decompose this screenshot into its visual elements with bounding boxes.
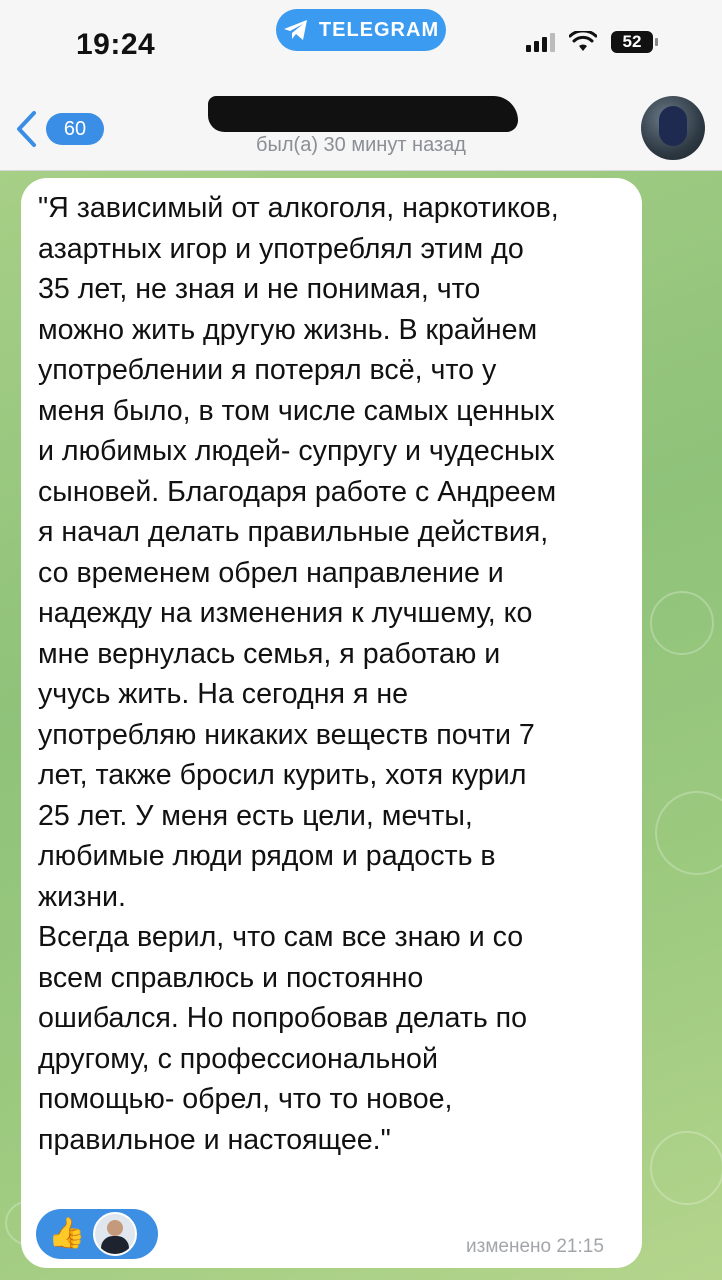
reaction-chip[interactable]: [36, 1209, 158, 1259]
thumbs-up-icon: 👍: [48, 1217, 86, 1250]
top-bar: [0, 0, 722, 171]
wifi-icon: [569, 31, 597, 53]
contact-avatar[interactable]: [641, 96, 705, 160]
background-doodle: [650, 591, 714, 655]
telegram-plane-icon: [283, 18, 309, 42]
status-icons: [526, 31, 653, 53]
contact-name-redacted[interactable]: [208, 96, 518, 132]
background-doodle: [650, 1131, 722, 1205]
message-text: "Я зависимый от алкоголя, наркотиков, азартных игор и употреблял этим до 35 лет, не зная и не понимая, что можно жить другую жизнь. В крайнем употреблении я потерял всё, что у меня было, в том числе самых ценных и любимых людей- супругу и чудесных сыновей. Благодаря работе с Андреем я начал делать правильные действия, со временем обрел направление и надежду на изменения к лучшему, ко мне вернулась семья, я работаю и учусь жить. На сегодня я не употребляю никаких веществ почти 7 лет, также бросил курить, хотя курил 25 лет. У меня есть цели, мечты, любимые люди рядом и радость в жизни. Всегда верил, что сам все знаю и со всем справлюсь и постоянно ошибался. Но попробовав делать по другому, с профессиональной помощью- обрел, что то новое, правильное и настоящее.": [38, 192, 559, 1156]
telegram-return-pill[interactable]: [276, 9, 446, 51]
status-time: 19:24: [76, 28, 156, 61]
background-doodle: [655, 791, 722, 875]
reactor-avatar: [93, 1212, 137, 1256]
battery-icon: 52: [611, 31, 653, 53]
telegram-pill-label: TELEGRAM: [318, 18, 440, 41]
unread-count-badge: 60: [46, 113, 104, 145]
last-seen-status: был(а) 30 минут назад: [256, 134, 466, 156]
signal-icon: [526, 32, 555, 52]
message-edited-time: изменено 21:15: [466, 1236, 604, 1257]
